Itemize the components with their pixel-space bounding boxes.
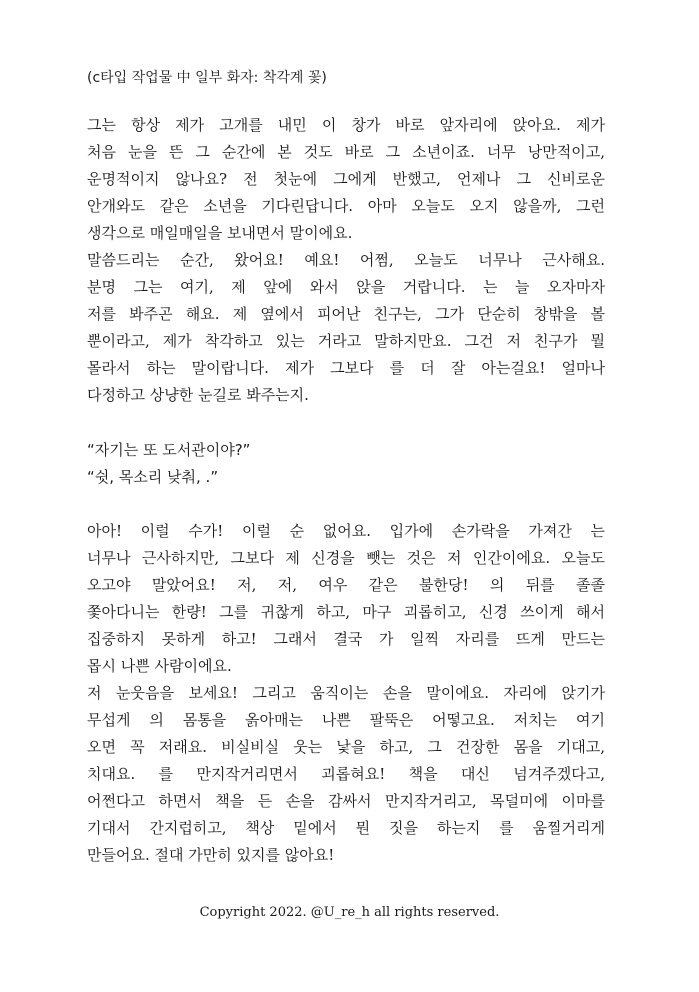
text-line: 기대서 간지럽히고, 책상 밑에서 뭔 짓을 하는지 를 움찔거리게 — [87, 819, 605, 837]
text-line: 처음 눈을 뜬 그 순간에 본 것도 바로 그 소년이죠. 너무 낭만적이고, — [87, 143, 605, 161]
text-line: 저를 봐주곤 해요. 제 옆에서 피어난 친구는, 그가 단순히 창밖을 볼 — [87, 305, 605, 323]
text-line: 운명적이지 않나요? 전 첫눈에 그에게 반했고, 언제나 그 신비로운 — [87, 170, 605, 188]
text-line: 분명 그는 여기, 제 앞에 와서 앉을 거랍니다. 는 늘 오자마자 — [87, 278, 605, 296]
text-line: 치대요. 를 만지작거리면서 괴롭혀요! 책을 대신 넘겨주겠다고, — [87, 765, 605, 783]
text-line: 말씀드리는 순간, 왔어요! 예요! 어쩜, 오늘도 너무나 근사해요. — [87, 251, 605, 269]
document-header: (c타입 작업물 中 일부 화자: 착각계 꽃) — [87, 70, 327, 86]
text-line: 생각으로 매일매일을 보내면서 말이에요. — [87, 224, 353, 242]
text-line: 쫓아다니는 한량! 그를 귀찮게 하고, 마구 괴롭히고, 신경 쓰이게 해서 — [87, 603, 605, 621]
text-line: 몹시 나쁜 사람이에요. — [87, 657, 232, 675]
text-line: 만들어요. 절대 가만히 있지를 않아요! — [87, 846, 335, 864]
text-line: 뿐이라고, 제가 착각하고 있는 거라고 말하지만요. 그건 저 친구가 뭘 — [87, 332, 605, 350]
text-line: 다정하고 상냥한 눈길로 봐주는지. — [87, 386, 309, 404]
copyright-footer: Copyright 2022. @U_re_h all rights reserved. — [199, 905, 500, 920]
text-line: 안개와도 같은 소년을 기다린답니다. 아마 오늘도 오지 않을까, 그런 — [87, 197, 605, 215]
dialogue-line: “자기는 또 도서관이야?” — [87, 441, 251, 459]
text-line: 어쩐다고 하면서 책을 든 손을 감싸서 만지작거리고, 목덜미에 이마를 — [87, 792, 605, 810]
text-line: 너무나 근사하지만, 그보다 제 신경을 뺏는 것은 저 인간이에요. 오늘도 — [87, 549, 605, 567]
text-line: 집중하지 못하게 하고! 그래서 결국 가 일찍 자리를 뜨게 만드는 — [87, 630, 605, 648]
text-line: 오면 꼭 저래요. 비실비실 웃는 낯을 하고, 그 건장한 몸을 기대고, — [87, 738, 605, 756]
text-line: 저 눈웃음을 보세요! 그리고 움직이는 손을 말이에요. 자리에 앉기가 — [87, 684, 605, 702]
text-line: 무섭게 의 몸통을 옭아매는 나쁜 팔뚝은 어떻고요. 저치는 여기 — [87, 711, 605, 729]
text-line: 오고야 말았어요! 저, 저, 여우 같은 불한당! 의 뒤를 졸졸 — [87, 576, 605, 594]
text-line: 그는 항상 제가 고개를 내민 이 창가 바로 앞자리에 앉아요. 제가 — [87, 116, 605, 134]
text-line: 몰라서 하는 말이랍니다. 제가 그보다 를 더 잘 아는걸요! 얼마나 — [87, 359, 605, 377]
dialogue-line: “쉿, 목소리 낮춰, .” — [87, 468, 219, 486]
text-line: 아아! 이럴 수가! 이럴 순 없어요. 입가에 손가락을 가져간 는 — [87, 522, 605, 540]
